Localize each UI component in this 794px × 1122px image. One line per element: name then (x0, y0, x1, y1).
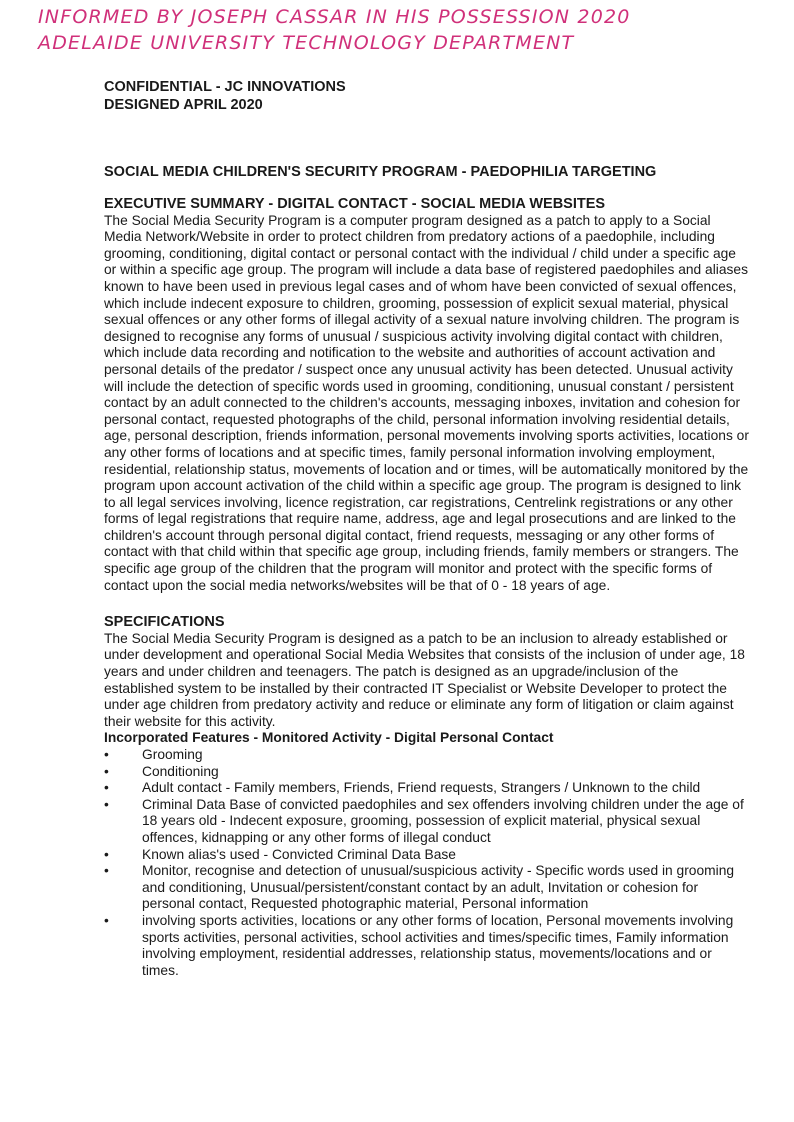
feature-item: • Criminal Data Base of convicted paedophiles and sex offenders involving children under the age of 18 years old - Indecent exposure, grooming, possession of explicit material, physical sexual offences, kidnapping or any other forms of illegal conduct (104, 797, 750, 847)
document-header (104, 78, 346, 114)
executive-summary-text: The Social Media Security Program is a computer program designed as a patch to apply to a Social Media Network/Website in order to protect children from predatory actions of a paedophile, including grooming, conditioning, digital contact or personal contact with the individual / child under a specific age or within a specific age group. The program will include a data base of registered paedophiles and aliases known to have been used in previous legal cases and of whom have been convicted of sexual offences, which include indecent exposure to children, grooming, possession of explicit sexual material, physical sexual offences or any other forms of illegal activity of a sexual nature involving children. The program is designed to recognise any forms of unusual / suspicious activity involving digital contact with children, which include data recording and notification to the website and authorities of account activation and personal details of the predator / suspect once any unusual activity has been detected. Unusual activity will include the detection of specific words used in grooming, conditioning, unusual constant / persistent contact by an adult connected to the children's accounts, messaging inboxes, invitation and cohesion for personal contact, requested photographs of the child, personal information involving residential details, age, personal description, friends information, personal movements involving sports activities, locations or any other forms of locations and at specific times, family personal information involving employment, residential, relationship status, movements of location and or times, will be automatically monitored by the program upon account activation of the child within a specific age group. The program is designed to link to all legal services involving, licence registration, car registrations, Centrelink registrations or any other forms of legal registrations that require name, address, age and legal prosecutions and are linked to the children's account through personal digital contact, friend requests, messaging or any other forms of contact with that child within that specific age group, including friends, family members or strangers. The specific age group of the children that the program will monitor and protect with the specific forms of contact upon the social media networks/websites will be that of 0 - 18 years of age. (104, 212, 749, 593)
designed-date: DESIGNED APRIL 2020 (104, 97, 263, 113)
feature-item: • Grooming (104, 747, 750, 764)
executive-summary-heading: EXECUTIVE SUMMARY - DIGITAL CONTACT - SOCIAL MEDIA WEBSITES (104, 196, 606, 212)
document-title: SOCIAL MEDIA CHILDREN'S SECURITY PROGRAM - PAEDOPHILIA TARGETING (104, 164, 657, 180)
features-heading: Incorporated Features - Monitored Activity - Digital Personal Contact (104, 730, 554, 746)
feature-item: • Adult contact - Family members, Friends, Friend requests, Strangers / Unknown to the child (104, 780, 750, 797)
specifications-heading: SPECIFICATIONS (104, 614, 225, 631)
specifications-text: The Social Media Security Program is designed as a patch to be an inclusion to already established or under development and operational Social Media Websites that consists of the inclusion of under age, 18 years and under children and teenagers. The patch is designed as an upgrade/inclusion of the established system to be installed by their contracted IT Specialist or Website Developer to protect the under age children from predatory activity and reduce or eliminate any form of litigation or claim against their website for this activity. (104, 630, 745, 729)
features-list (104, 747, 750, 979)
handwritten-annotation (38, 4, 778, 56)
feature-item: • Known alias's used - Convicted Criminal Data Base (104, 847, 750, 864)
confidential-label: CONFIDENTIAL - JC INNOVATIONS (104, 79, 346, 95)
feature-item: • Monitor, recognise and detection of unusual/suspicious activity - Specific words used in grooming and conditioning, Unusual/persistent/constant contact by an adult, Invitation or cohesion for personal contact, Requested photographic material, Personal information (104, 863, 750, 913)
feature-item: • involving sports activities, locations or any other forms of location, Personal movements involving sports activities, personal activities, school activities and times/specific times, Family information involving employment, residential addresses, relationship status, movements/locations and or times. (104, 913, 750, 979)
document-body (104, 196, 750, 979)
feature-item: • Conditioning (104, 764, 750, 781)
handwritten-line-1: INFORMED BY JOSEPH CASSAR IN HIS POSSESSION 2020 (38, 6, 631, 28)
handwritten-line-2: ADELAIDE UNIVERSITY TECHNOLOGY DEPARTMENT (38, 32, 575, 54)
section-spacer (104, 594, 750, 614)
